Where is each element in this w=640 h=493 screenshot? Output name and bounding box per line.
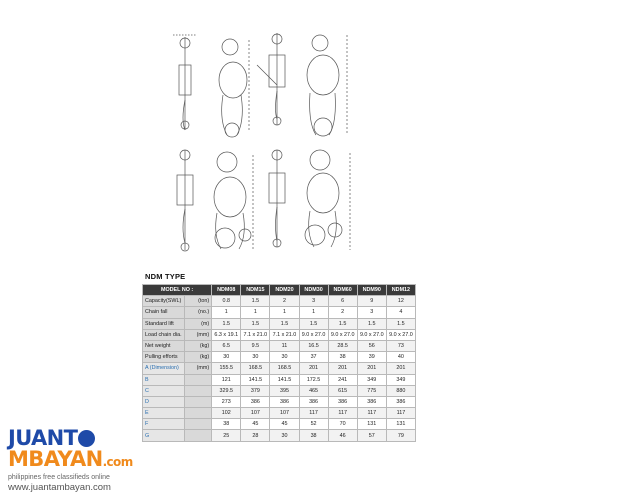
table-cell: 386: [386, 396, 415, 407]
table-cell: 117: [386, 408, 415, 419]
table-cell: 52: [299, 419, 328, 430]
table-cell: 38: [212, 419, 241, 430]
table-cell: 1.5: [357, 318, 386, 329]
globe-icon: [78, 430, 95, 447]
table-cell: 1.5: [299, 318, 328, 329]
table-cell: 141.5: [241, 374, 270, 385]
table-cell: 386: [241, 396, 270, 407]
logo-suffix: .com: [102, 455, 133, 469]
hoist-drawing-front-4: [269, 150, 285, 247]
table-cell: 201: [328, 363, 357, 374]
table-cell: 102: [212, 408, 241, 419]
model-col-header: NDM12: [386, 285, 415, 296]
row-label: A (Dimension): [143, 363, 185, 374]
table-cell: 1.5: [386, 318, 415, 329]
table-cell: 7.1 x 21.0: [241, 329, 270, 340]
table-row: [143, 329, 416, 340]
table-cell: 30: [270, 352, 299, 363]
row-label: G: [143, 430, 185, 441]
model-header: MODEL NO :: [143, 285, 212, 296]
table-cell: 45: [270, 419, 299, 430]
row-unit: (m): [185, 318, 212, 329]
table-cell: 201: [299, 363, 328, 374]
row-label: B: [143, 374, 185, 385]
table-cell: 349: [386, 374, 415, 385]
row-label: Chain fall: [143, 307, 185, 318]
table-cell: 273: [212, 396, 241, 407]
table-cell: 615: [328, 385, 357, 396]
table-header-row: [143, 285, 416, 296]
table-cell: 6: [328, 296, 357, 307]
table-cell: 386: [357, 396, 386, 407]
row-label: Pulling efforts: [143, 352, 185, 363]
table-cell: 57: [357, 430, 386, 441]
table-cell: 880: [386, 385, 415, 396]
table-cell: 3: [357, 307, 386, 318]
table-cell: 56: [357, 340, 386, 351]
hoist-technical-drawings: [165, 25, 365, 265]
table-cell: 1.5: [328, 318, 357, 329]
table-cell: 46: [328, 430, 357, 441]
table-cell: 6.3 x 19.1: [212, 329, 241, 340]
table-cell: 79: [386, 430, 415, 441]
row-unit: [185, 385, 212, 396]
table-cell: 775: [357, 385, 386, 396]
table-cell: 465: [299, 385, 328, 396]
row-unit: (ton): [185, 296, 212, 307]
table-cell: 30: [270, 430, 299, 441]
row-unit: (kg): [185, 352, 212, 363]
table-cell: 3: [299, 296, 328, 307]
table-row: [143, 374, 416, 385]
row-label: C: [143, 385, 185, 396]
table-cell: 172.5: [299, 374, 328, 385]
table-cell: 141.5: [270, 374, 299, 385]
row-label: Net weight: [143, 340, 185, 351]
logo-part-1: JUANT: [8, 426, 78, 450]
table-cell: 131: [357, 419, 386, 430]
row-label: F: [143, 419, 185, 430]
table-cell: 38: [299, 430, 328, 441]
table-cell: 117: [328, 408, 357, 419]
table-cell: 349: [357, 374, 386, 385]
table-row: [143, 307, 416, 318]
hoist-drawing-side-4: [305, 150, 350, 250]
table-cell: 4: [386, 307, 415, 318]
spec-table: [142, 284, 416, 442]
table-cell: 379: [241, 385, 270, 396]
table-cell: 7.1 x 21.0: [270, 329, 299, 340]
table-cell: 386: [299, 396, 328, 407]
table-cell: 1: [270, 307, 299, 318]
table-cell: 0.8: [212, 296, 241, 307]
table-cell: 155.5: [212, 363, 241, 374]
table-cell: 201: [386, 363, 415, 374]
hoist-drawing-side-1: [219, 39, 277, 137]
table-cell: 38: [328, 352, 357, 363]
table-cell: 241: [328, 374, 357, 385]
logo-part-2: MBAYAN: [8, 447, 103, 471]
table-cell: 6.5: [212, 340, 241, 351]
table-cell: 117: [299, 408, 328, 419]
table-cell: 131: [386, 419, 415, 430]
table-cell: 37: [299, 352, 328, 363]
table-cell: 2: [270, 296, 299, 307]
table-cell: 9.0 x 27.0: [328, 329, 357, 340]
table-cell: 30: [241, 352, 270, 363]
table-cell: 2: [328, 307, 357, 318]
table-cell: 1: [299, 307, 328, 318]
table-cell: 386: [328, 396, 357, 407]
table-cell: 1: [212, 307, 241, 318]
table-cell: 25: [212, 430, 241, 441]
table-row: [143, 296, 416, 307]
row-unit: (no.): [185, 307, 212, 318]
table-row: [143, 385, 416, 396]
table-cell: 201: [357, 363, 386, 374]
model-col-header: NDM30: [299, 285, 328, 296]
table-cell: 12: [386, 296, 415, 307]
table-cell: 395: [270, 385, 299, 396]
row-unit: (kg): [185, 340, 212, 351]
table-cell: 329.5: [212, 385, 241, 396]
table-cell: 9: [357, 296, 386, 307]
model-col-header: NDM20: [270, 285, 299, 296]
table-row: [143, 396, 416, 407]
table-cell: 40: [386, 352, 415, 363]
table-cell: 1.5: [270, 318, 299, 329]
table-cell: 28: [241, 430, 270, 441]
table-cell: 9.5: [241, 340, 270, 351]
table-cell: 1.5: [212, 318, 241, 329]
site-url: www.juantambayan.com: [8, 482, 111, 493]
table-cell: 1: [241, 307, 270, 318]
row-unit: [185, 374, 212, 385]
row-label: Capacity(SWL): [143, 296, 185, 307]
row-label: E: [143, 408, 185, 419]
table-cell: 386: [270, 396, 299, 407]
table-cell: 39: [357, 352, 386, 363]
table-cell: 45: [241, 419, 270, 430]
table-cell: 73: [386, 340, 415, 351]
model-col-header: NDM60: [328, 285, 357, 296]
table-cell: 9.0 x 27.0: [357, 329, 386, 340]
table-row: [143, 408, 416, 419]
model-col-header: NDM08: [212, 285, 241, 296]
row-unit: [185, 396, 212, 407]
table-cell: 1.5: [241, 318, 270, 329]
watermark-logo: [8, 426, 198, 493]
table-row: [143, 352, 416, 363]
table-cell: 107: [270, 408, 299, 419]
hoist-drawing-front-3: [177, 150, 193, 251]
table-cell: 16.5: [299, 340, 328, 351]
table-cell: 168.5: [270, 363, 299, 374]
table-cell: 70: [328, 419, 357, 430]
row-label: D: [143, 396, 185, 407]
model-col-header: NDM15: [241, 285, 270, 296]
table-cell: 30: [212, 352, 241, 363]
table-cell: 9.0 x 27.0: [299, 329, 328, 340]
table-cell: 168.5: [241, 363, 270, 374]
row-label: Load chain dia.: [143, 329, 185, 340]
hoist-drawing-side-2: [307, 35, 347, 136]
table-cell: 1.5: [241, 296, 270, 307]
row-unit: (mm): [185, 363, 212, 374]
table-cell: 121: [212, 374, 241, 385]
hoist-drawing-front-1: [173, 35, 197, 130]
table-row: [143, 363, 416, 374]
table-row: [143, 318, 416, 329]
row-unit: [185, 408, 212, 419]
table-cell: 107: [241, 408, 270, 419]
row-label: Standard lift: [143, 318, 185, 329]
table-row: [143, 340, 416, 351]
logo-subtitle: philippines free classifieds online: [8, 474, 110, 481]
logo-text: [8, 428, 198, 473]
section-title: NDM TYPE: [145, 272, 186, 281]
model-col-header: NDM90: [357, 285, 386, 296]
hoist-drawing-side-3: [214, 152, 253, 250]
table-cell: 9.0 x 27.0: [386, 329, 415, 340]
table-cell: 117: [357, 408, 386, 419]
table-cell: 28.5: [328, 340, 357, 351]
table-cell: 11: [270, 340, 299, 351]
row-unit: (mm): [185, 329, 212, 340]
